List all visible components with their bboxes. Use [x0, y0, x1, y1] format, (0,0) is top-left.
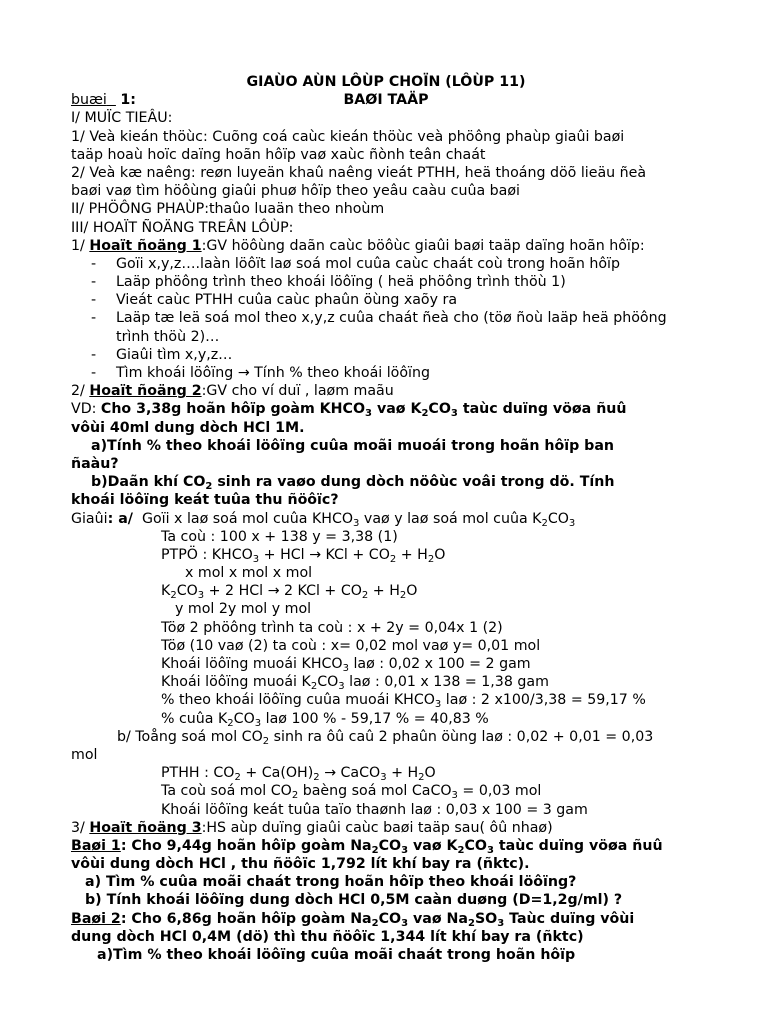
percent-khco3: % theo khoái löôïng cuûa muoái $KHCO_3$ laø : 2 x100/3,38 = 59,17 % — [161, 692, 646, 711]
objective-knowledge: 1/ Veà kieán thöùc: Cuõng coá caùc kieán thöùc veà phöông phaùp giaûi baøi — [71, 128, 625, 145]
solution-b: b/ Toång soá mol $CO_2$ sinh ra ôû caû 2 phaûn öùng laø : 0,02 + 0,01 = 0,03 — [117, 728, 654, 747]
exercise-1-question-a: a) Tìm % cuûa moãi chaát trong hoãn hôïp theo khoái löôïng? — [85, 874, 577, 891]
example-question-a-cont: ñaàu? — [71, 455, 119, 472]
section-method: II/ PHÖÔNG PHAÙP:thaûo luaän theo nhoùm — [71, 201, 385, 218]
step-item: - Laäp tæ leä soá mol theo x,y,z cuûa chaát ñeà cho (töø ñoù laäp heä phöông trình thöù 2)… — [71, 309, 676, 345]
activity-3-label: Hoaït ñoäng 3 — [89, 819, 202, 836]
activity-2: 2/ Hoaït ñoäng 2:GV cho ví duï , laøm maãu — [71, 383, 394, 400]
exercise-1-cont: vôùi dung dòch HCl , thu ñöôïc 1,792 lít khí bay ra (ñktc). — [71, 856, 530, 873]
session-header — [71, 91, 701, 109]
activity-3: 3/ Hoaït ñoäng 3:HS aùp duïng giaûi caùc baøi taäp sau( ôû nhaø) — [71, 819, 553, 836]
exercise-2-question-a: a)Tìm % theo khoái löôïng cuûa moãi chaát trong hoãn hôïp — [97, 947, 576, 964]
example-question-b: b)Daãn khí $CO_2$ sinh ra vaøo dung dòch nöôùc voâi trong dö. Tính — [91, 474, 615, 493]
step-item: - Goïi x,y,z….laàn löôït laø soá mol cuûa caùc chaát coù trong hoãn hôïp — [71, 255, 701, 273]
activity-1-label: Hoaït ñoäng 1 — [89, 237, 202, 254]
step-item: - Giaûi tìm x,y,z… — [71, 346, 701, 364]
doc-title: GIAÙO AÙN LÔÙP CHOÏN (LÔÙP 11) — [246, 74, 526, 90]
session-number: 1: — [120, 92, 136, 109]
objective-knowledge-cont: taäp hoaù hoïc daïng hoãn hôïp vaø xaùc ñònh teân chaát — [71, 146, 486, 163]
activity-2-label: Hoaït ñoäng 2 — [89, 383, 202, 400]
example-problem: VD: Cho 3,38g hoãn hôïp goàm $KHCO_3$ vaø $K_2CO_3$ taùc duïng vöøa ñuû — [71, 401, 627, 420]
equation-1: Ta coù : 100 x + 138 y = 3,38 (1) — [161, 528, 398, 545]
solution-intro: Giaûi: a/ Goïi x laø soá mol cuûa $KHCO_3$ vaø y laø soá mol cuûa $K_2CO_3$ — [71, 510, 576, 529]
section-objectives: I/ MUÏC TIEÂU: — [71, 110, 173, 127]
step-item: - Laäp phöông trình theo khoái löôïng ( heä phöông trình thöù 1) — [71, 273, 701, 291]
exercise-1-question-b: b) Tính khoái löôïng dung dòch HCl 0,5M caàn duøng (D=1,2g/ml) ? — [85, 892, 623, 909]
mass-khco3: Khoái löôïng muoái $KHCO_3$ laø : 0,02 x 100 = 2 gam — [161, 656, 531, 675]
mass-k2co3: Khoái löôïng muoái $K_2CO_3$ laø : 0,01 x 138 = 1,38 gam — [161, 674, 549, 693]
objective-skill-cont: baøi vaø tìm höôùng giaûi phuø hôïp theo yeâu caàu cuûa baøi — [71, 183, 520, 200]
objective-skill: 2/ Veà kæ naêng: reøn luyeän khaû naêng vieát PTHH, heä thoáng döõ lieäu ñeà — [71, 164, 647, 181]
example-question-b-cont: khoái löôïng keát tuûa thu ñöôïc? — [71, 492, 339, 509]
solution-b-cont: mol — [71, 746, 98, 763]
exercise-2: Baøi 2: Cho 6,86g hoãn hôïp goàm $Na_2CO_3$ vaø $Na_2SO_3$ Taùc duïng vôùi — [71, 910, 635, 929]
reaction-3: PTHH : $CO_2 + Ca(OH)_2$ → CaCO$_3$ + $H_2O$ — [161, 765, 436, 784]
reaction-1: PTPÖ : $KHCO_3$ + HCl → KCl + $CO_2 + H_2O$ — [161, 546, 446, 565]
session-title: BAØI TAÄP — [343, 92, 429, 109]
precipitate-mass: Khoái löôïng keát tuûa taïo thaønh laø : 0,03 x 100 = 3 gam — [161, 801, 588, 818]
equation-2: Töø 2 phöông trình ta coù : x + 2y = 0,04x 1 (2) — [161, 619, 503, 636]
section-activities: III/ HOAÏT ÑOÄNG TREÂN LÔÙP: — [71, 219, 294, 236]
example-question-a: a)Tính % theo khoái löôïng cuûa moãi muoái trong hoãn hôïp ban — [91, 437, 615, 454]
example-problem-cont: vôùi 40ml dung dòch HCl 1M. — [71, 419, 305, 436]
moles-caco3: Ta coù soá mol $CO_2$ baèng soá mol CaCO$_3$ = 0,03 mol — [161, 783, 542, 802]
session-label: buæi — [71, 92, 107, 109]
step-item: - Vieát caùc PTHH cuûa caùc phaûn öùng xaõy ra — [71, 291, 701, 309]
activity-1: 1/ Hoaït ñoäng 1:GV höôùng daãn caùc böôùc giaûi baøi taäp daïng hoãn hôïp: — [71, 237, 645, 254]
equation-3: Töø (10 vaø (2) ta coù : x= 0,02 mol vaø y= 0,01 mol — [161, 637, 541, 654]
lesson-plan — [71, 73, 701, 964]
percent-k2co3: % cuûa $K_2CO_3$ laø 100 % - 59,17 % = 40,83 % — [161, 710, 489, 729]
exercise-1: Baøi 1: Cho 9,44g hoãn hôïp goàm $Na_2CO_3$ vaø $K_2CO_3$ taùc duïng vöøa ñuû — [71, 837, 663, 856]
reaction-2: $K_2CO_3 + 2$ HCl → 2 KCl + $CO_2 + H_2O$ — [161, 583, 418, 602]
reaction-1-moles: x mol x mol x mol — [185, 565, 313, 582]
reaction-2-moles: y mol 2y mol y mol — [175, 601, 312, 618]
step-item: - Tìm khoái löôïng → Tính % theo khoái löôïng — [71, 364, 701, 382]
exercise-2-cont: dung dòch HCl 0,4M (dö) thì thu ñöôïc 1,344 lít khí bay ra (ñktc) — [71, 928, 584, 945]
